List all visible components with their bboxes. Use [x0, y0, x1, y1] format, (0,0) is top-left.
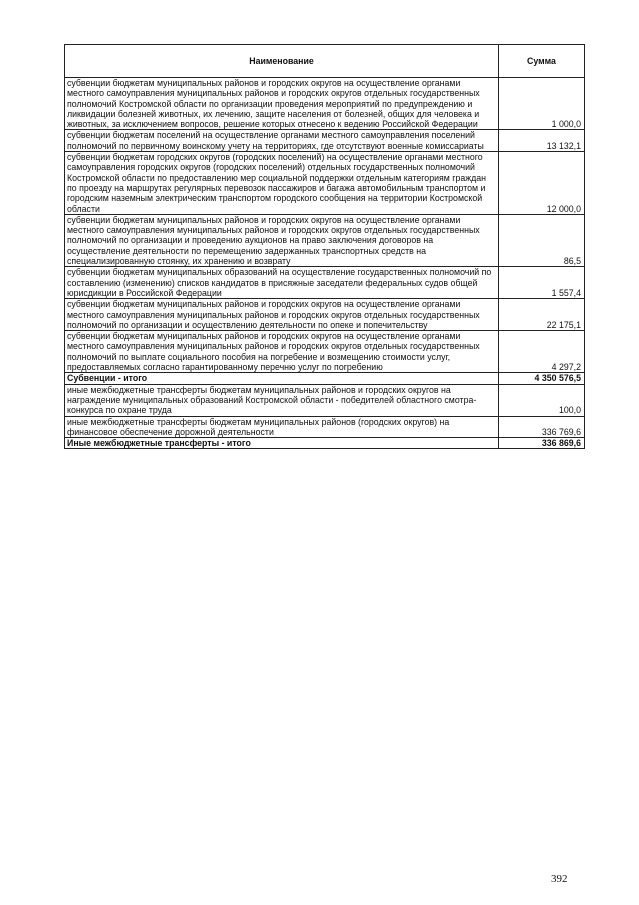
row-name: субвенции бюджетам муниципальных районов и городских округов на осуществление органами местного самоуправления муниципальных районов и городских округов отдельных государственных полномочий по организации и проведению аукционов на право заключения договоров на осуществление деятельности по перемещению задержанных транспортных средств на специализированную стоянку, их хранению и возврату [65, 214, 499, 266]
row-name: субвенции бюджетам муниципальных районов и городских округов на осуществление органами местного самоуправления муниципальных районов и городских округов отдельных государственных полномочий Костромской области по организации проведения мероприятий по предупреждению и ликвидации болезней животных, их лечению, защите населения от болезней, общих для человека и животных, за исключением вопросов, решение которых отнесено к ведению Российской Федерации [65, 78, 499, 130]
table-total-row [65, 438, 585, 449]
row-sum: 22 175,1 [499, 299, 585, 331]
row-name: субвенции бюджетам муниципальных районов и городских округов на осуществление органами местного самоуправления муниципальных районов и городских округов отдельных государственных полномочий по выплате социального пособия на погребение и возмещению стоимости услуг, предоставляемых согласно гарантированному перечню услуг по погребению [65, 331, 499, 373]
row-sum: 4 297,2 [499, 331, 585, 373]
header-sum: Сумма [499, 45, 585, 78]
table-row [65, 267, 585, 299]
table-row [65, 78, 585, 130]
table-row [65, 152, 585, 215]
row-name: иные межбюджетные трансферты бюджетам муниципальных районов и городских округов на награждение муниципальных образований Костромской области - победителей областного смотра-конкурса по охране труда [65, 384, 499, 416]
row-sum: 86,5 [499, 214, 585, 266]
table-total-row [65, 373, 585, 384]
row-name: иные межбюджетные трансферты бюджетам муниципальных районов (городских округов) на финансовое обеспечение дорожной деятельности [65, 416, 499, 438]
row-sum: 336 769,6 [499, 416, 585, 438]
row-name: субвенции бюджетам городских округов (городских поселений) на осуществление органами местного самоуправления городских округов (городских поселений) отдельных государственных полномочий Костромской области по предоставлению мер социальной поддержки отдельным категориям граждан по проезду на маршрутах регулярных перевозок пассажиров и багажа автомобильным транспортом и городским наземным электрическим транспортом городского сообщения на территории Костромской области [65, 152, 499, 215]
row-name: субвенции бюджетам муниципальных образований на осуществление государственных полномочий по составлению (изменению) списков кандидатов в присяжные заседатели федеральных судов общей юрисдикции в Российской Федерации [65, 267, 499, 299]
table-row [65, 299, 585, 331]
page-number: 392 [551, 873, 568, 885]
row-sum: 1 000,0 [499, 78, 585, 130]
row-sum: 336 869,6 [499, 438, 585, 449]
row-name: Иные межбюджетные трансферты - итого [65, 438, 499, 449]
table-body [65, 78, 585, 449]
row-sum: 13 132,1 [499, 130, 585, 152]
table-header-row [65, 45, 585, 78]
header-name: Наименование [65, 45, 499, 78]
budget-table [64, 44, 585, 449]
row-name: Субвенции - итого [65, 373, 499, 384]
row-name: субвенции бюджетам поселений на осуществление органами местного самоуправления поселений полномочий по первичному воинскому учету на территориях, где отсутствуют военные комиссариаты [65, 130, 499, 152]
table-row [65, 331, 585, 373]
row-sum: 4 350 576,5 [499, 373, 585, 384]
table-row [65, 214, 585, 266]
row-sum: 1 557,4 [499, 267, 585, 299]
table-row [65, 384, 585, 416]
row-sum: 12 000,0 [499, 152, 585, 215]
table-row [65, 130, 585, 152]
table-row [65, 416, 585, 438]
row-sum: 100,0 [499, 384, 585, 416]
row-name: субвенции бюджетам муниципальных районов и городских округов на осуществление органами местного самоуправления муниципальных районов и городских округов отдельных государственных полномочий по организации и осуществлению деятельности по опеке и попечительству [65, 299, 499, 331]
